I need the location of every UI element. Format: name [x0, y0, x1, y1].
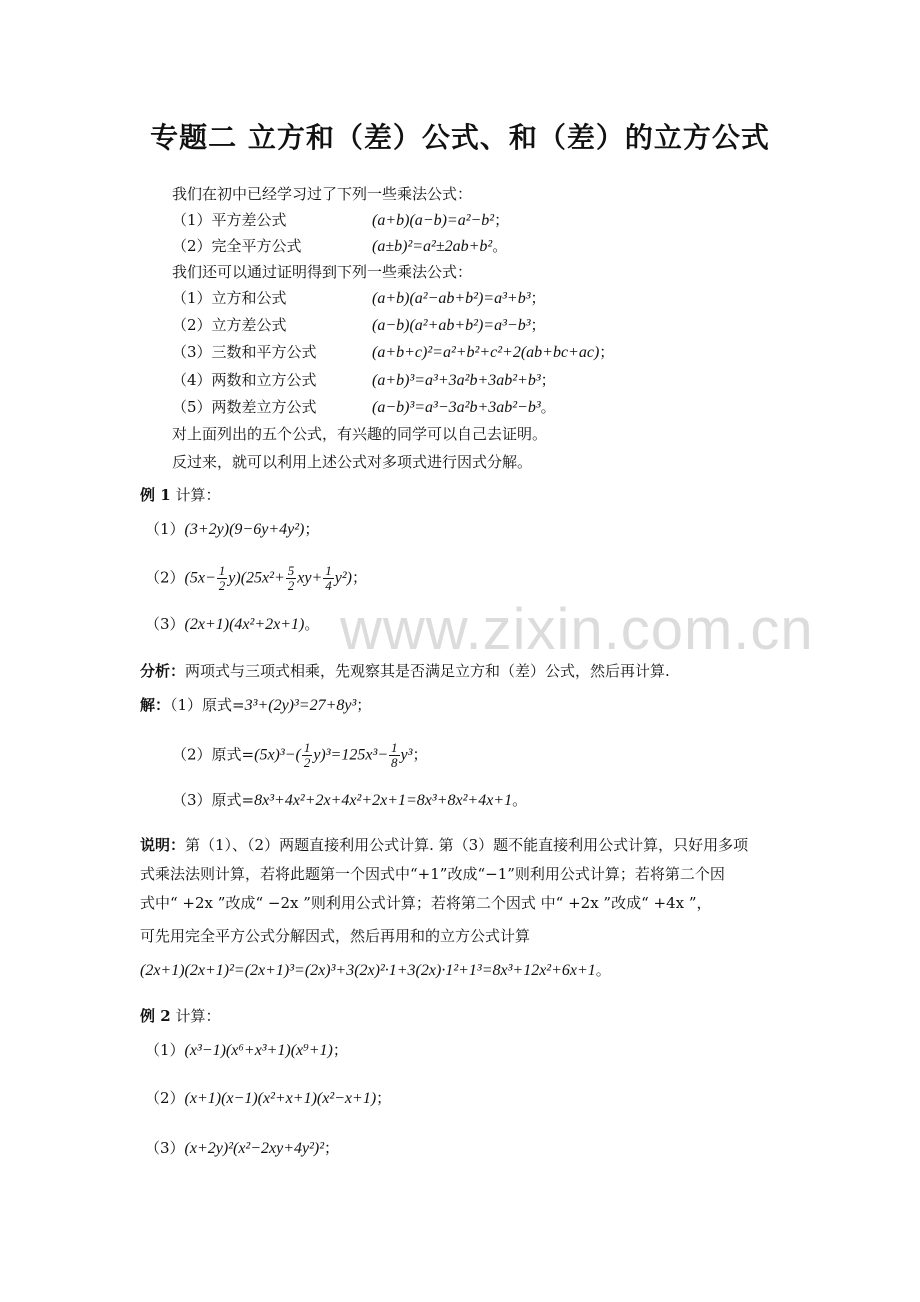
formula-expression: (a+b+c)²=a²+b²+c²+2(ab+bc+ac) [372, 344, 600, 361]
remark-line-1 [140, 835, 748, 855]
solution-expression-part: y³ [400, 746, 413, 764]
fraction [217, 564, 228, 593]
remark-line-4: 可先用完全平方公式分解因式，然后再用和的立方公式计算 [140, 927, 531, 945]
item-number: （1） [145, 1041, 185, 1059]
fraction-denominator: 2 [287, 578, 295, 593]
formula-label: （5）两数差立方公式 [172, 398, 317, 416]
formula-end: ； [599, 343, 615, 361]
formula-label: （2）完全平方公式 [172, 237, 302, 255]
analysis-label: 分析： [140, 662, 186, 680]
example-task: 计算： [175, 486, 221, 504]
item-end: ； [304, 520, 320, 538]
formula-end: ； [494, 211, 510, 229]
basic-formula-1 [172, 210, 509, 231]
remark-formula-line [140, 960, 611, 981]
formula-expression: (a−b)³=a³−3a²b+3ab²−b³ [372, 399, 541, 416]
formula-end: ； [530, 316, 546, 334]
fraction-denominator: 4 [325, 578, 332, 593]
example-2-item-2 [145, 1088, 391, 1109]
remark-formula: (2x+1)(2x+1)²=(2x+1)³=(2x)³+3(2x)²·1+3(2x)·1²+1³=8x³+12x²+6x+1 [140, 962, 596, 979]
formula-end: 。 [540, 398, 556, 416]
item-number: （1） [145, 520, 185, 538]
item-end: ； [324, 1139, 340, 1157]
fraction-numerator: 1 [391, 740, 398, 755]
fraction-numerator: 5 [287, 563, 295, 578]
example-1-item-1 [145, 519, 319, 540]
example-2-item-3 [145, 1138, 339, 1159]
fraction [302, 741, 313, 770]
formula-label: （2）立方差公式 [172, 316, 287, 334]
item-end: ； [332, 1041, 348, 1059]
item-end: ； [376, 1089, 392, 1107]
solution-end: ； [356, 696, 372, 714]
remark-text: 第（1）、（2）两题直接利用公式计算. 第（3）题不能直接利用公式计算，只好用多项 [185, 836, 749, 854]
item-expression-part: y)(25x²+ [228, 569, 285, 587]
fraction-numerator: 1 [303, 740, 311, 755]
item-expression: (3+2y)(9−6y+4y²) [184, 521, 305, 538]
remark-end: 。 [595, 961, 611, 979]
formula-end: ； [530, 289, 546, 307]
solution-expression-part: y)³=125x³− [313, 746, 389, 764]
note-text-2: 反过来，就可以利用上述公式对多项式进行因式分解。 [172, 453, 533, 471]
solution-expression: 8x³+4x²+2x+4x²+2x+1=8x³+8x²+4x+1 [254, 792, 513, 809]
item-end: 。 [304, 615, 320, 633]
item-expression-part: y²) [334, 569, 352, 587]
solution-line-2 [172, 741, 427, 770]
solution-expression-part: (5x)³−( [254, 746, 301, 764]
intro-text-2: 我们还可以通过证明得到下列一些乘法公式： [172, 263, 473, 281]
item-number: （2） [145, 568, 185, 587]
solution-label: 解： [140, 696, 171, 714]
solution-end: ； [412, 745, 428, 764]
formula-label: （3）三数和平方公式 [172, 343, 317, 361]
fraction [286, 564, 297, 593]
fraction [389, 741, 400, 770]
formula-label: （1）立方和公式 [172, 289, 287, 307]
formula-expression: (a±b)²=a²±2ab+b² [372, 238, 493, 255]
solution-expression: 3³+(2y)³=27+8y³ [244, 697, 357, 714]
item-end: ； [351, 568, 367, 587]
basic-formula-2 [172, 236, 507, 257]
formula-expression: (a+b)³=a³+3a²b+3ab²+b³ [372, 372, 541, 389]
page-title: 专题二 立方和（差）公式、和（差）的立方公式 [150, 121, 770, 154]
new-formula-5 [172, 397, 556, 418]
item-expression: (2x+1)(4x²+2x+1) [184, 616, 305, 633]
analysis-text: 两项式与三项式相乘，先观察其是否满足立方和（差）公式，然后再计算. [185, 662, 670, 680]
intro-text: 我们在初中已经学习过了下列一些乘法公式： [172, 185, 473, 203]
new-formula-1 [172, 288, 546, 309]
formula-expression: (a−b)(a²+ab+b²)=a³−b³ [372, 317, 531, 334]
new-formula-2 [172, 315, 546, 336]
item-expression-part: (5x− [184, 569, 216, 587]
remark-line-2: 式乘法法则计算，若将此题第一个因式中“+1”改成“−1”则利用公式计算；若将第二个因 [140, 865, 725, 883]
fraction-numerator: 1 [218, 563, 226, 578]
item-expression-part: xy+ [297, 569, 323, 587]
solution-prefix: （3）原式= [172, 791, 255, 809]
example-label: 例 1 [140, 486, 171, 504]
item-expression: (x+1)(x−1)(x²+x+1)(x²−x+1) [184, 1090, 377, 1107]
watermark: www.zixin.com.cn [340, 597, 814, 662]
formula-expression: (a+b)(a²−ab+b²)=a³+b³ [372, 290, 531, 307]
fraction-numerator: 1 [325, 563, 332, 578]
solution-line-3 [172, 790, 527, 811]
example-2-item-1 [145, 1040, 348, 1061]
formula-label: （1）平方差公式 [172, 211, 287, 229]
remark-label: 说明： [140, 836, 186, 854]
item-number: （3） [145, 1139, 185, 1157]
analysis-paragraph [140, 661, 670, 681]
new-formula-4 [172, 370, 556, 391]
formula-end: 。 [492, 237, 508, 255]
example-1-item-2 [145, 564, 367, 593]
new-formula-3 [172, 342, 614, 363]
formula-label: （4）两数和立方公式 [172, 371, 317, 389]
fraction-denominator: 2 [303, 755, 311, 770]
formula-expression: (a+b)(a−b)=a²−b² [372, 212, 495, 229]
fraction-denominator: 2 [218, 578, 226, 593]
note-text: 对上面列出的五个公式，有兴趣的同学可以自己去证明。 [172, 425, 548, 443]
solution-line-1 [140, 695, 371, 716]
item-number: （3） [145, 615, 185, 633]
solution-prefix: （2）原式= [172, 745, 255, 764]
example-2-heading [140, 1006, 220, 1026]
fraction-denominator: 8 [391, 755, 398, 770]
remark-line-3: 式中“ +2x ”改成“ −2x ”则利用公式计算；若将第二个因式 中“ +2x ”改成“ +4x ”， [140, 894, 712, 912]
example-1-item-3 [145, 614, 319, 635]
formula-end: ； [540, 371, 556, 389]
solution-end: 。 [512, 791, 528, 809]
example-task: 计算： [175, 1007, 221, 1025]
item-number: （2） [145, 1089, 185, 1107]
example-label: 例 2 [140, 1007, 171, 1025]
item-expression: (x+2y)²(x²−2xy+4y²)² [184, 1140, 325, 1157]
fraction [323, 564, 334, 593]
example-1-heading [140, 485, 220, 505]
item-expression: (x³−1)(x⁶+x³+1)(x⁹+1) [184, 1042, 333, 1059]
solution-prefix: （1）原式= [170, 696, 245, 714]
